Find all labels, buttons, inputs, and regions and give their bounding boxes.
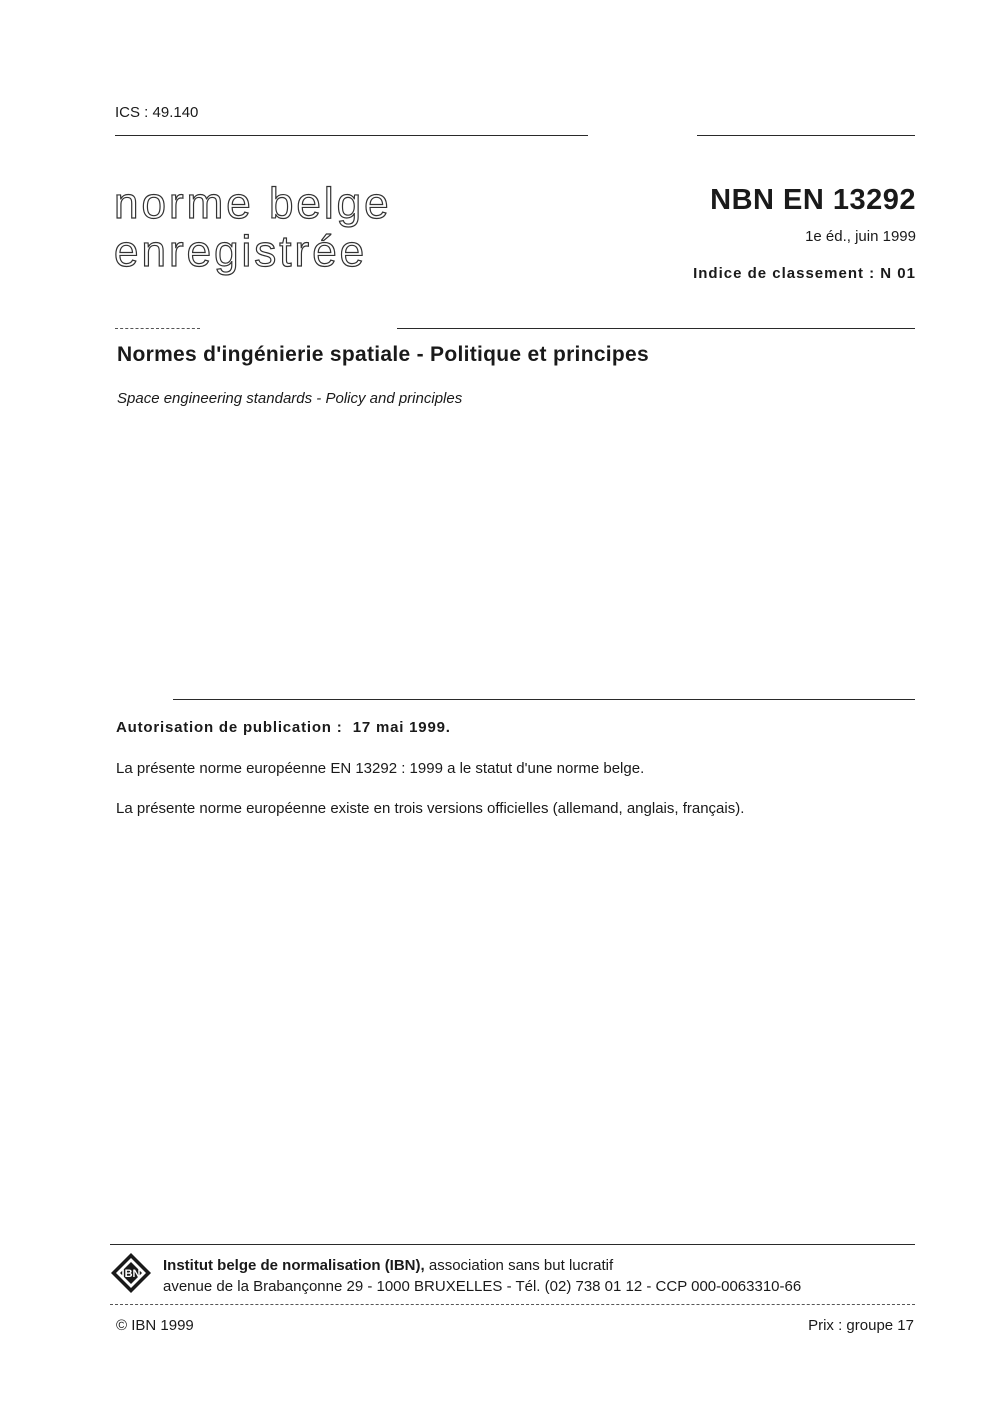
brand-line-1: norme belge	[114, 179, 392, 228]
authorisation-label: Autorisation de publication :	[116, 719, 343, 736]
versions-paragraph: La présente norme européenne existe en trois versions officielles (allemand, anglais, français).	[116, 800, 745, 817]
ics-code: ICS : 49.140	[115, 104, 199, 121]
status-paragraph: La présente norme européenne EN 13292 : 1999 a le statut d'une norme belge.	[116, 760, 645, 777]
title-english: Space engineering standards - Policy and principles	[117, 390, 463, 407]
institute-address: avenue de la Brabançonne 29 - 1000 BRUXELLES - Tél. (02) 738 01 12 - CCP 000-0063310-66	[163, 1278, 802, 1295]
institute-name: Institut belge de normalisation (IBN),	[163, 1257, 425, 1274]
title-french: Normes d'ingénierie spatiale - Politique et principes	[117, 343, 650, 366]
logo-text: IBN	[121, 1268, 141, 1280]
standard-number: NBN EN 13292	[710, 184, 916, 216]
rule-top-left	[115, 135, 588, 136]
rule-footer-bottom	[110, 1304, 915, 1305]
price-group: Prix : groupe 17	[808, 1317, 914, 1334]
rule-mid-right	[397, 328, 915, 329]
ibn-logo	[110, 1252, 152, 1294]
classification-index: Indice de classement : N 01	[693, 265, 916, 282]
brand-line-2: enregistrée	[114, 227, 368, 276]
publication-authorisation	[116, 719, 451, 736]
copyright: © IBN 1999	[116, 1317, 194, 1334]
rule-mid-left	[115, 328, 200, 329]
rule-publication	[173, 699, 915, 700]
edition-date: 1e éd., juin 1999	[805, 228, 916, 245]
rule-top-right	[697, 135, 915, 136]
institute-line	[163, 1257, 613, 1274]
institute-description: association sans but lucratif	[424, 1257, 614, 1274]
authorisation-date: 17 mai 1999.	[352, 719, 451, 736]
rule-footer-top	[110, 1244, 915, 1245]
